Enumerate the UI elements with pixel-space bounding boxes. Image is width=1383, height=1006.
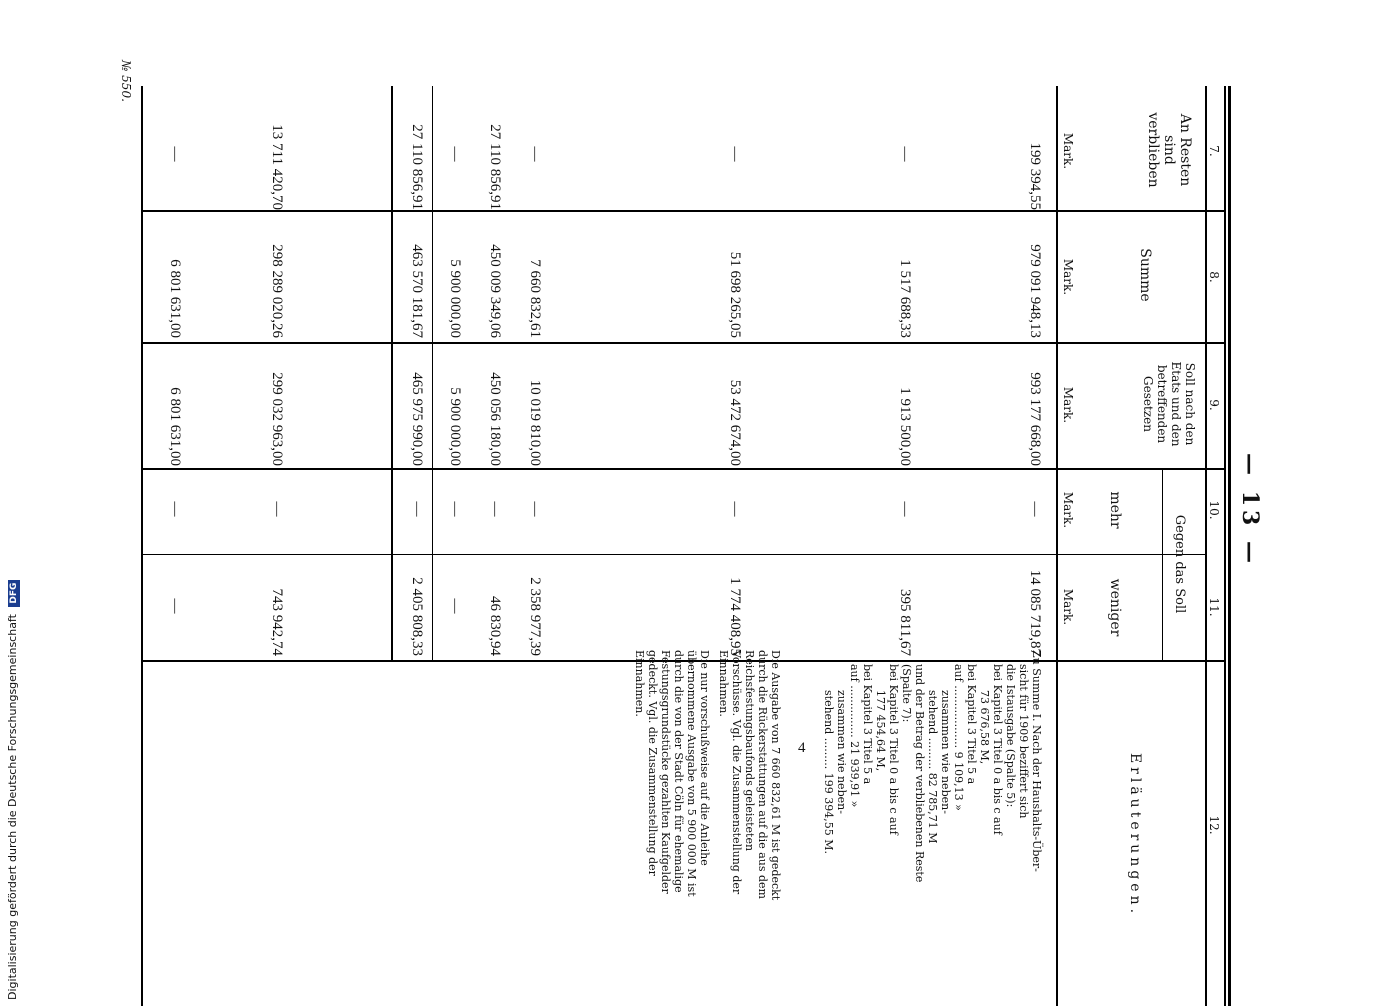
top-rule bbox=[1228, 86, 1231, 1006]
cell-mehr: — bbox=[897, 501, 913, 517]
table-row bbox=[475, 86, 503, 1006]
table-row bbox=[257, 86, 285, 1006]
cell-reste: — bbox=[167, 146, 183, 162]
head-erlaeuterungen: Erläuterungen. bbox=[1127, 752, 1143, 918]
note-line: sicht für 1909 beziffert sich bbox=[1017, 664, 1030, 819]
cell-weniger: 1 774 408,95 bbox=[727, 577, 743, 656]
note-line: Zu Summe I. Nach der Haushalts-Über- bbox=[1030, 650, 1043, 872]
table-row bbox=[435, 86, 463, 1006]
unit-7: Mark. bbox=[1061, 132, 1075, 170]
cell-weniger: — bbox=[167, 598, 183, 614]
table-row bbox=[397, 86, 425, 1006]
colnum-12: 12. bbox=[1207, 815, 1221, 835]
cell-soll: 299 032 963,00 bbox=[269, 372, 285, 466]
note-line: auf ............... 21 939,91 » bbox=[848, 664, 861, 808]
cell-reste: — bbox=[727, 146, 743, 162]
cell-soll: 465 975 990,00 bbox=[409, 372, 425, 466]
colnum-8: 8. bbox=[1207, 271, 1221, 283]
cell-reste: 27 110 856,91 bbox=[487, 124, 503, 210]
note-line: auf .................. 9 109,13 » bbox=[952, 664, 965, 811]
col-sep-4 bbox=[143, 554, 1207, 555]
cell-mehr: — bbox=[409, 501, 425, 517]
dfg-logo: DFG bbox=[8, 580, 20, 607]
note-line: (Spalte 7): bbox=[900, 664, 913, 723]
unit-10: Mark. bbox=[1061, 491, 1075, 529]
note-line: 177 454,64 M, bbox=[874, 690, 887, 772]
head-summe: Summe bbox=[1137, 248, 1153, 302]
table-row bbox=[155, 86, 183, 1006]
head-weniger: weniger bbox=[1107, 578, 1123, 637]
note-line: und der Betrag der verbliebenen Reste bbox=[913, 664, 926, 883]
cell-reste: — bbox=[527, 146, 543, 162]
note-line: stehend ......... 199 394,55 M. bbox=[822, 690, 835, 854]
cell-summe: 298 289 020,26 bbox=[269, 244, 285, 338]
page-number: — 13 — bbox=[1237, 453, 1263, 567]
cell-mehr: — bbox=[167, 501, 183, 517]
cell-weniger: 395 811,67 bbox=[897, 589, 913, 656]
note-summe-1 bbox=[822, 650, 1043, 915]
cell-weniger: 2 405 808,33 bbox=[409, 577, 425, 656]
cell-mehr: — bbox=[447, 501, 463, 517]
cell-summe: 7 660 832,61 bbox=[527, 259, 543, 338]
cell-soll: 450 056 180,00 bbox=[487, 372, 503, 466]
top-rule-thin bbox=[1225, 86, 1227, 1006]
note-line: zusammen wie neben- bbox=[939, 690, 952, 814]
cell-reste: — bbox=[897, 146, 913, 162]
note-line: stehend ......... 82 785,71 M bbox=[926, 690, 939, 844]
cell-summe: 51 698 265,05 bbox=[727, 251, 743, 338]
note-vorschuss: Die nur vorschußweise auf die Anleihe übernommene Ausgabe von 5 900 000 M ist durch die von der Stadt Cöln für ehemalige Festungsgrundstücke gezahlten Kaufgelder gedeckt. Vgl. die Zusammenstellung der Einnahmen. bbox=[633, 650, 711, 897]
cell-mehr: — bbox=[269, 501, 285, 517]
head-soll: Soll nach den Etats und den betreffenden Gesetzen bbox=[1141, 361, 1197, 447]
head-gegen-soll: Gegen das Soll bbox=[1172, 514, 1187, 614]
cell-summe: 6 801 631,00 bbox=[167, 259, 183, 338]
note-line: bei Kapitel 3 Titel 0 a bis c auf bbox=[887, 664, 900, 835]
cell-soll: 1 913 500,00 bbox=[897, 387, 913, 466]
cell-reste: 27 110 856,91 bbox=[409, 124, 425, 210]
cell-reste: — bbox=[447, 146, 463, 162]
cell-reste: 199 394,55 bbox=[1027, 142, 1043, 210]
header-bottom-rule bbox=[1057, 86, 1059, 1006]
cell-soll: 5 900 000,00 bbox=[447, 387, 463, 466]
cell-summe: 1 517 688,33 bbox=[897, 259, 913, 338]
explanations bbox=[627, 650, 1043, 915]
cell-soll: 6 801 631,00 bbox=[167, 387, 183, 466]
cell-summe: 450 009 349,06 bbox=[487, 244, 503, 338]
subtotal-rule bbox=[432, 86, 433, 660]
cell-weniger: 14 085 719,87 bbox=[1027, 569, 1043, 656]
cell-summe: 463 570 181,67 bbox=[409, 244, 425, 338]
cell-reste: 13 711 420,70 bbox=[269, 124, 285, 210]
colnum-9: 9. bbox=[1207, 399, 1221, 411]
cell-mehr: — bbox=[527, 501, 543, 517]
colnum-7: 7. bbox=[1207, 145, 1221, 157]
funding-text: Digitalisierung gefördert durch die Deutsche Forschungsgemeinschaft bbox=[6, 614, 19, 1000]
cell-weniger: 743 942,74 bbox=[269, 588, 285, 656]
cell-summe: 979 091 948,13 bbox=[1027, 244, 1043, 338]
cell-soll: 993 177 668,00 bbox=[1027, 372, 1043, 466]
head-reste: An Resten sind verblieben bbox=[1145, 112, 1193, 188]
bottom-rule bbox=[142, 86, 144, 1006]
group-rule bbox=[1162, 468, 1163, 660]
cell-soll: 53 472 674,00 bbox=[727, 379, 743, 466]
total-rule bbox=[392, 86, 394, 660]
page-bottom-number: 4 bbox=[798, 740, 806, 756]
col-sep-1 bbox=[143, 210, 1226, 212]
cell-weniger: — bbox=[447, 598, 463, 614]
cell-mehr: — bbox=[727, 501, 743, 517]
cell-summe: 5 900 000,00 bbox=[447, 259, 463, 338]
note-line: zusammen wie neben- bbox=[835, 690, 848, 814]
colnum-11: 11. bbox=[1207, 597, 1221, 617]
col-sep-2 bbox=[143, 342, 1226, 344]
head-mehr: mehr bbox=[1107, 491, 1123, 529]
cell-soll: 10 019 810,00 bbox=[527, 379, 543, 466]
note-line: bei Kapitel 3 Titel 5 a bbox=[965, 664, 978, 785]
unit-8: Mark. bbox=[1061, 258, 1075, 296]
cell-mehr: — bbox=[1027, 501, 1043, 517]
note-ausgabe: Die Ausgabe von 7 660 832,61 M ist gedeckt durch die Rückerstattungen auf die aus dem Reichsfestungsbaufonds geleisteten Vorschüsse. Vgl. die Zusammenstellung der Einnahmen. bbox=[717, 650, 782, 901]
note-line: bei Kapitel 3 Titel 0 a bis c auf bbox=[991, 664, 1004, 835]
print-signature: № 550. bbox=[119, 60, 133, 102]
table-row bbox=[515, 86, 543, 1006]
cell-mehr: — bbox=[487, 501, 503, 517]
cell-weniger: 2 358 977,39 bbox=[527, 577, 543, 656]
unit-11: Mark. bbox=[1061, 588, 1075, 626]
unit-9: Mark. bbox=[1061, 386, 1075, 424]
cell-weniger: 46 830,94 bbox=[487, 596, 503, 656]
note-line: bei Kapitel 3 Titel 5 a bbox=[861, 664, 874, 785]
note-line: die Istausgabe (Spalte 5): bbox=[1004, 664, 1017, 808]
note-line: 73 676,58 M, bbox=[978, 690, 991, 765]
colnum-10: 10. bbox=[1207, 500, 1221, 520]
